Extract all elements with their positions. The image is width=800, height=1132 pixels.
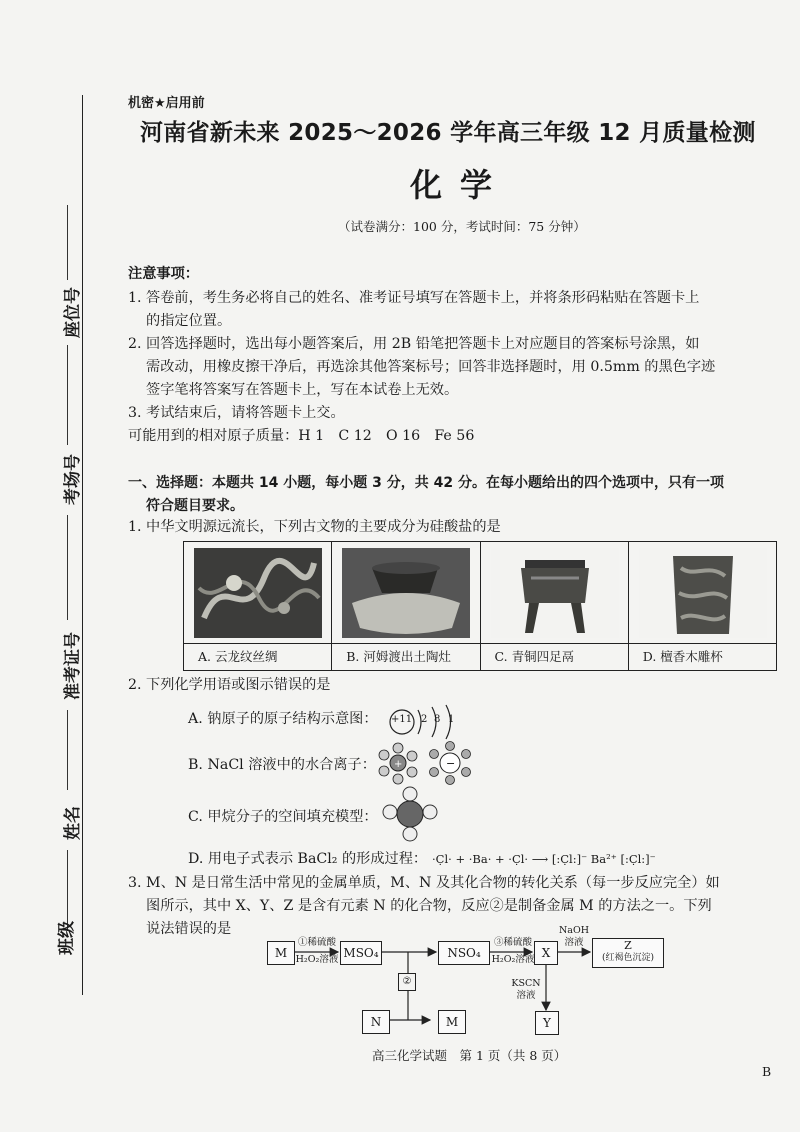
node-z-note: (红褐色沉淀): [601, 953, 655, 963]
node-x: X: [534, 941, 558, 965]
node-n: N: [362, 1010, 390, 1034]
node-m-product: M: [438, 1010, 466, 1034]
confidential-mark: 机密★启用前: [128, 96, 205, 111]
naoh-top: NaOH: [558, 925, 590, 936]
q1-option-d[interactable]: [629, 542, 776, 670]
node-y: Y: [535, 1011, 559, 1035]
naoh-bottom: 溶液: [564, 937, 584, 948]
q2-option-d: D. 用电子式表示 BaCl₂ 的形成过程：: [188, 851, 428, 867]
bacl2-formation: ·C̣l· + ·Ba· + ·C̣l· ⟶ [:C̣l:]⁻ Ba²⁺ [:C̣l:]⁻: [432, 852, 656, 866]
section-heading-2: 符合题目要求。: [146, 498, 244, 514]
node-mso4: MSO₄: [340, 941, 382, 965]
sodium-atom-diagram: [388, 704, 468, 740]
atomic-mass: 可能用到的相对原子质量：H 1 C 12 O 16 Fe 56: [128, 428, 475, 444]
svg-text:+: +: [394, 759, 403, 770]
seat-blank-2: [67, 345, 68, 445]
exam-info: （试卷满分：100 分，考试时间：75 分钟）: [338, 219, 586, 234]
q3-line-3: 说法错误的是: [146, 921, 232, 937]
exam-title: 河南省新未来 2025～2026 学年高三年级 12 月质量检测: [140, 120, 756, 146]
room-blank: [67, 515, 68, 620]
reaction-1-top: ①稀硫酸: [297, 937, 336, 948]
q2-option-b: B. NaCl 溶液中的水合离子：: [188, 757, 376, 773]
reaction-3-top: ③稀硫酸: [493, 937, 532, 948]
reaction-2-label: ②: [398, 973, 416, 991]
q1-caption-b: B. 河姆渡出土陶灶: [332, 643, 479, 670]
q1-option-b[interactable]: [332, 542, 480, 670]
node-m: M: [267, 941, 295, 965]
notice-heading: 注意事项：: [128, 266, 199, 282]
q1-option-a[interactable]: [184, 542, 332, 670]
notice-line-6: 3. 考试结束后，请将答题卡上交。: [128, 405, 345, 421]
q3-line-1: 3. M、N 是日常生活中常见的金属单质，M、N 及其化合物的转化关系（每一步反应完全）如: [128, 875, 720, 891]
seat-label: 座位号: [63, 287, 83, 338]
reaction-1-bottom: H₂O₂溶液: [295, 954, 339, 965]
hydrated-ions-diagram: [376, 740, 476, 786]
svg-text:−: −: [446, 757, 456, 770]
notice-line-5: 签字笔将答案写在答题卡上，写在本试卷上无效。: [146, 382, 459, 398]
notice-line-2: 的指定位置。: [146, 313, 232, 329]
shell-2: 8: [434, 714, 441, 725]
kscn-bottom: 溶液: [516, 990, 536, 1001]
kscn-top: KSCN: [511, 978, 541, 989]
q2-option-a: A. 钠原子的原子结构示意图：: [188, 711, 378, 727]
q1-stem: 1. 中华文明源远流长，下列古文物的主要成分为硅酸盐的是: [128, 519, 501, 535]
pottery-stove-image: [342, 548, 470, 638]
shell-3: 1: [448, 714, 455, 725]
nucleus-label: +11: [391, 714, 413, 725]
wood-cup-image: [639, 548, 767, 638]
notice-line-4: 需改动，用橡皮擦干净后，再选涂其他答案标号；回答非选择题时，用 0.5mm 的黑色字迹: [146, 359, 716, 375]
notice-line-1: 1. 答卷前，考生务必将自己的姓名、准考证号填写在答题卡上，并将条形码粘贴在答题卡上: [128, 290, 700, 306]
seat-blank: [67, 205, 68, 280]
class-label: 班级: [57, 921, 77, 955]
q1-caption-a: A. 云龙纹丝绸: [184, 643, 331, 670]
q2-option-c: C. 甲烷分子的空间填充模型：: [188, 809, 378, 825]
bronze-vessel-image: [491, 548, 619, 638]
page-footer: 高三化学试题 第 1 页（共 8 页）: [372, 1048, 567, 1063]
section-heading-1: 一、选择题：本题共 14 小题，每小题 3 分，共 42 分。在每小题给出的四个选项中，只有一项: [128, 475, 724, 491]
q2-stem: 2. 下列化学用语或图示错误的是: [128, 677, 331, 693]
q3-line-2: 图所示，其中 X、Y、Z 是含有元素 N 的化合物，反应②是制备金属 M 的方法之一。下列: [146, 898, 712, 914]
q1-image-table: [183, 541, 777, 671]
room-label: 考场号: [63, 454, 83, 505]
node-nso4: NSO₄: [438, 941, 490, 965]
q1-caption-d: D. 檀香木雕杯: [629, 643, 776, 670]
node-z: [592, 938, 664, 968]
shell-1: 2: [421, 714, 428, 725]
binding-line: [82, 95, 83, 995]
q1-caption-c: C. 青铜四足鬲: [481, 643, 628, 670]
subject-title: 化学: [410, 166, 511, 204]
notice-line-3: 2. 回答选择题时，选出每小题答案后，用 2B 铅笔把答题卡上对应题目的答案标号涂黑，如: [128, 336, 700, 352]
name-blank: [67, 850, 68, 930]
reaction-3-bottom: H₂O₂溶液: [491, 954, 535, 965]
silk-image: [194, 548, 322, 638]
ticket-label: 准考证号: [63, 632, 83, 700]
ticket-blank: [67, 710, 68, 790]
q1-option-c[interactable]: [481, 542, 629, 670]
node-z-label: Z: [624, 939, 632, 952]
version-mark: B: [762, 1064, 772, 1079]
methane-model: [380, 786, 440, 842]
name-label: 姓名: [63, 806, 83, 840]
